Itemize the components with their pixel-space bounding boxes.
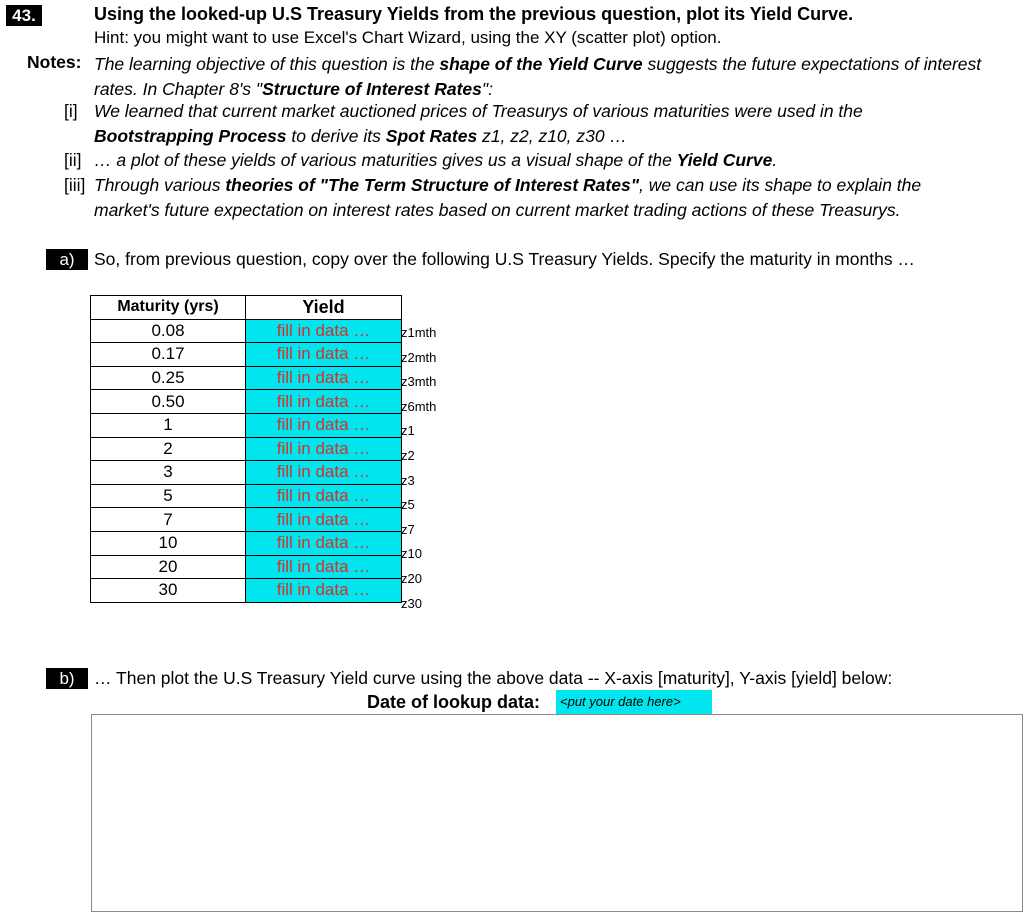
question-title: Using the looked-up U.S Treasury Yields from the previous question, plot its Yield Curve. xyxy=(94,4,854,24)
notes-intro: The learning objective of this question is the shape of the Yield Curve suggests the future expectations of interest rates. In Chapter 8's "Structure of Interest Rates": xyxy=(94,54,982,99)
table-row xyxy=(91,437,402,461)
yield-input-cell[interactable]: fill in data … xyxy=(246,508,402,532)
date-label: Date of lookup data: xyxy=(367,692,541,712)
note-ii-line: … a plot of these yields of various maturities gives us a visual shape of the Yield Curve. xyxy=(94,150,778,170)
maturity-cell: 30 xyxy=(91,579,246,603)
note-iii-line1: Through various theories of "The Term Structure of Interest Rates", we can use its shape to explain the xyxy=(94,175,922,195)
maturity-cell: 0.08 xyxy=(91,319,246,343)
maturity-cell: 7 xyxy=(91,508,246,532)
maturity-cell: 10 xyxy=(91,531,246,555)
z-label: z2 xyxy=(401,447,415,463)
yield-table xyxy=(90,295,402,603)
maturity-header: Maturity (yrs) xyxy=(91,296,246,320)
yield-input-cell[interactable]: fill in data … xyxy=(246,366,402,390)
table-row xyxy=(91,461,402,485)
z-label: z10 xyxy=(401,546,422,562)
yield-input-cell[interactable]: fill in data … xyxy=(246,461,402,485)
part-b-label: b) xyxy=(46,668,88,689)
maturity-cell: 2 xyxy=(91,437,246,461)
spot-rate-labels xyxy=(401,320,436,615)
yield-input-cell[interactable]: fill in data … xyxy=(246,319,402,343)
note-iii-label: [iii] xyxy=(64,175,86,195)
yield-input-cell[interactable]: fill in data … xyxy=(246,484,402,508)
notes-label: Notes: xyxy=(27,52,82,72)
yield-input-cell[interactable]: fill in data … xyxy=(246,579,402,603)
table-row xyxy=(91,579,402,603)
yield-header: Yield xyxy=(246,296,402,320)
z-label: z3mth xyxy=(401,374,437,390)
table-row xyxy=(91,413,402,437)
table-row xyxy=(91,343,402,367)
maturity-cell: 0.17 xyxy=(91,343,246,367)
table-row xyxy=(91,508,402,532)
maturity-cell: 5 xyxy=(91,484,246,508)
table-row xyxy=(91,319,402,343)
z-label: z20 xyxy=(401,570,422,586)
z-label: z5 xyxy=(401,497,415,513)
maturity-cell: 3 xyxy=(91,461,246,485)
yield-input-cell[interactable]: fill in data … xyxy=(246,413,402,437)
note-i-label: [i] xyxy=(64,101,78,121)
maturity-cell: 1 xyxy=(91,413,246,437)
table-row xyxy=(91,366,402,390)
note-i-line2: Bootstrapping Process to derive its Spot Rates z1, z2, z10, z30 … xyxy=(94,126,627,146)
maturity-cell: 0.50 xyxy=(91,390,246,414)
part-a-text: So, from previous question, copy over the following U.S Treasury Yields. Specify the maturity in months … xyxy=(94,249,915,269)
z-label: z6mth xyxy=(401,398,437,414)
part-b-text: … Then plot the U.S Treasury Yield curve using the above data -- X-axis [maturity], Y-axis [yield] below: xyxy=(94,668,893,688)
question-number: 43. xyxy=(6,5,42,26)
maturity-cell: 20 xyxy=(91,555,246,579)
yield-input-cell[interactable]: fill in data … xyxy=(246,343,402,367)
yield-input-cell[interactable]: fill in data … xyxy=(246,390,402,414)
z-label: z1 xyxy=(401,423,415,439)
yield-input-cell[interactable]: fill in data … xyxy=(246,555,402,579)
maturity-cell: 0.25 xyxy=(91,366,246,390)
z-label: z2mth xyxy=(401,349,437,365)
z-label: z7 xyxy=(401,521,415,537)
yield-input-cell[interactable]: fill in data … xyxy=(246,437,402,461)
z-label: z1mth xyxy=(401,325,437,340)
part-a-label: a) xyxy=(46,249,88,270)
z-label: z3 xyxy=(401,472,415,488)
yield-input-cell[interactable]: fill in data … xyxy=(246,531,402,555)
note-iii-line2: market's future expectation on interest rates based on current market trading actions of these Treasurys. xyxy=(94,200,901,220)
table-row xyxy=(91,390,402,414)
hint-text: Hint: you might want to use Excel's Chart Wizard, using the XY (scatter plot) option. xyxy=(94,28,722,47)
table-row xyxy=(91,484,402,508)
table-row xyxy=(91,555,402,579)
table-row xyxy=(91,531,402,555)
structure-emphasis: Structure of Interest Rates xyxy=(262,79,482,99)
date-input[interactable]: <put your date here> xyxy=(556,690,712,714)
z-label: z30 xyxy=(401,595,422,611)
note-i-line1: We learned that current market auctioned prices of Treasurys of various maturities were used in the xyxy=(94,101,863,121)
shape-emphasis: shape of the Yield Curve xyxy=(439,54,643,74)
note-ii-label: [ii] xyxy=(64,150,82,170)
chart-plot-area[interactable] xyxy=(91,714,1023,912)
